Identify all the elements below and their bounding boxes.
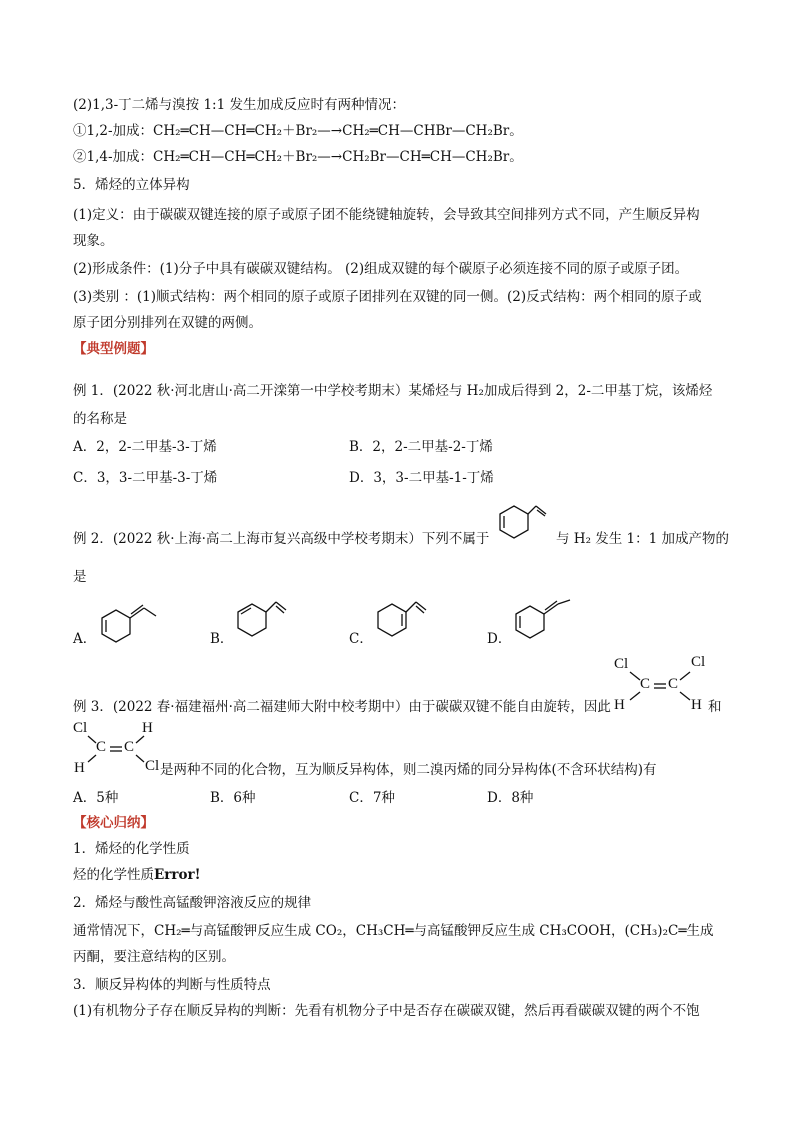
text-line: ②1,4-加成：CH₂═CH—CH═CH₂＋Br₂—→CH₂Br—CH═CH—CH₂Br。	[73, 149, 523, 165]
core-summary-heading: 【核心归纳】	[73, 815, 154, 831]
example-2-question-cont: 与 H₂ 发生 1：1 加成产物的	[556, 531, 730, 547]
text-line: ①1,2-加成：CH₂═CH—CH═CH₂＋Br₂—→CH₂═CH—CHBr—CH₂Br。	[73, 123, 523, 139]
example-3-question: 例 3．(2022 春·福建福州·高二福建师大附中校考期中）由于碳碳双键不能自由旋转，因此	[73, 699, 611, 715]
option-c: C．7种	[349, 790, 395, 806]
option-b: B．2，2-二甲基-2-丁烯	[349, 439, 493, 455]
text-line: 丙酮，要注意结构的区别。	[73, 949, 235, 965]
text-line: (3)类别 ：(1)顺式结构：两个相同的原子或原子团排列在双键的同一侧。(2)反式结构：两个相同的原子或	[73, 289, 702, 305]
option-c: C．	[349, 631, 373, 647]
text-line: 原子团分别排列在双键的两侧。	[73, 315, 262, 331]
option-c: C．3，3-二甲基-3-丁烯	[73, 470, 218, 486]
vinyl-cyclohexene-isomer-structure	[368, 598, 448, 648]
text-line: (2)形成条件：(1)分子中具有碳碳双键结构。 (2)组成双键的每个碳原子必须连接不同的原子或原子团。	[73, 261, 689, 277]
option-d: D．8种	[487, 790, 534, 806]
vinylcyclohexadiene-structure	[490, 500, 550, 550]
text-line: 现象。	[73, 233, 114, 249]
option-b: B．6种	[210, 790, 256, 806]
option-d: D．3，3-二甲基-1-丁烯	[349, 470, 494, 486]
text-line	[73, 866, 201, 884]
option-d: D．	[487, 631, 512, 647]
example-1-question: 例 1．(2022 秋·河北唐山·高二开滦第一中学校考期末）某烯烃与 H₂加成后得到 2，2-二甲基丁烷，该烯烃	[73, 383, 713, 399]
document-page: (2)1,3-丁二烯与溴按 1:1 发生加成反应时有两种情况： ①1,2-加成：CH₂═CH—CH═CH₂＋Br₂—→CH₂═CH—CHBr—CH₂Br。 ②1,4-加成：CH₂═CH—CH═CH₂＋Br₂—→CH₂Br—CH═CH—CH₂Br。 5．烯烃的立体异构 (1)定义：由于碳碳双键连接的原子或原子团不能绕键轴旋转，会导致其空间排列方式不同，产生顺反异构 现象。 (2)形成条件：(1)分子中具有碳碳双键结构。 (2)组成双键的每个碳原子必须连接不同的原子或原子团。 (3)类别 ：(1)顺式结构：两个相同的原子或原子团排列在双键的同一侧。(2)反式结构：两个相同的原子或 原子团分别排列在双键的两侧。 【典型例题】 例 1．(2022 秋·河北唐山·高二开滦第一中学校考期末）某烯烃与 H₂加成后得到 2，2-二甲基丁烷，该烯烃 的名称是 A．2，2-二甲基-3-丁烯 B．2，2-二甲基-2-丁烯 C．3，3-二甲基-3-丁烯 D．3，3-二甲基-1-丁烯 例 2．(2022 秋·上海·高二上海市复兴高级中学校考期末）下列不属于 与 H₂ 发生 1：1 加成产物的 是 A． B． C． D． Cl Cl C C H H 例 3．(2022 春·福建福州·高二福建师大附中校考期中）由于碳碳双键不能自由旋转，因此 和 Cl H C C H Cl 是两种不同的化合物，互为顺反异构体，则二溴丙烯的同分异构体(不含环状结构)有 A．5种 B．6种 C．7种 D．8种 【核心归纳】 1．烯烃的化学性质 烃的化学性质Error! 2．烯烃与酸性高锰酸钾溶液反应的规律 通常情况下，CH₂═与高锰酸钾反应生成 CO₂，CH₃CH═与高锰酸钾反应生成 CH₃COOH，(CH₃)₂C═生成 丙酮，要注意结构的区别。 3．顺反异构体的判断与性质特点 (1)有机物分子存在顺反异构的判断：先看有机物分子中是否存在碳碳双键，然后再看碳碳双键的两个不饱	[73, 97, 730, 1019]
example-3-and: 和	[708, 699, 722, 715]
vinyl-cyclohexene-structure	[228, 598, 308, 648]
text-fragment: 烃的化学性质	[73, 867, 154, 883]
option-a: A．2，2-二甲基-3-丁烯	[73, 439, 217, 455]
text-line: (1)定义：由于碳碳双键连接的原子或原子团不能绕键轴旋转，会导致其空间排列方式不同，产生顺反异构	[73, 207, 700, 223]
example-2-question-end: 是	[73, 569, 87, 585]
ethylidene-cyclohexene-isomer-structure	[506, 594, 586, 650]
option-a: A．	[73, 631, 97, 647]
text-line: 通常情况下，CH₂═与高锰酸钾反应生成 CO₂，CH₃CH═与高锰酸钾反应生成 CH₃COOH，(CH₃)₂C═生成	[73, 923, 714, 939]
option-a: A．5种	[73, 790, 119, 806]
example-1-question-cont: 的名称是	[73, 411, 127, 427]
text-line: 3．顺反异构体的判断与性质特点	[73, 977, 271, 993]
text-line: 2．烯烃与酸性高锰酸钾溶液反应的规律	[73, 895, 312, 911]
example-2-question: 例 2．(2022 秋·上海·高二上海市复兴高级中学校考期末）下列不属于	[73, 531, 490, 547]
example-3-question-cont: 是两种不同的化合物，互为顺反异构体，则二溴丙烯的同分异构体(不含环状结构)有	[160, 762, 657, 778]
ethylidene-cyclohexene-structure	[92, 598, 172, 648]
text-line: (2)1,3-丁二烯与溴按 1:1 发生加成反应时有两种情况：	[73, 97, 405, 113]
error-text: Error!	[154, 867, 201, 883]
option-b: B．	[210, 631, 234, 647]
text-line: (1)有机物分子存在顺反异构的判断：先看有机物分子中是否存在碳碳双键，然后再看碳碳双键的两个不饱	[73, 1003, 700, 1019]
section-heading: 5．烯烃的立体异构	[73, 177, 190, 193]
text-line: 1．烯烃的化学性质	[73, 841, 190, 857]
typical-examples-heading: 【典型例题】	[73, 341, 154, 357]
